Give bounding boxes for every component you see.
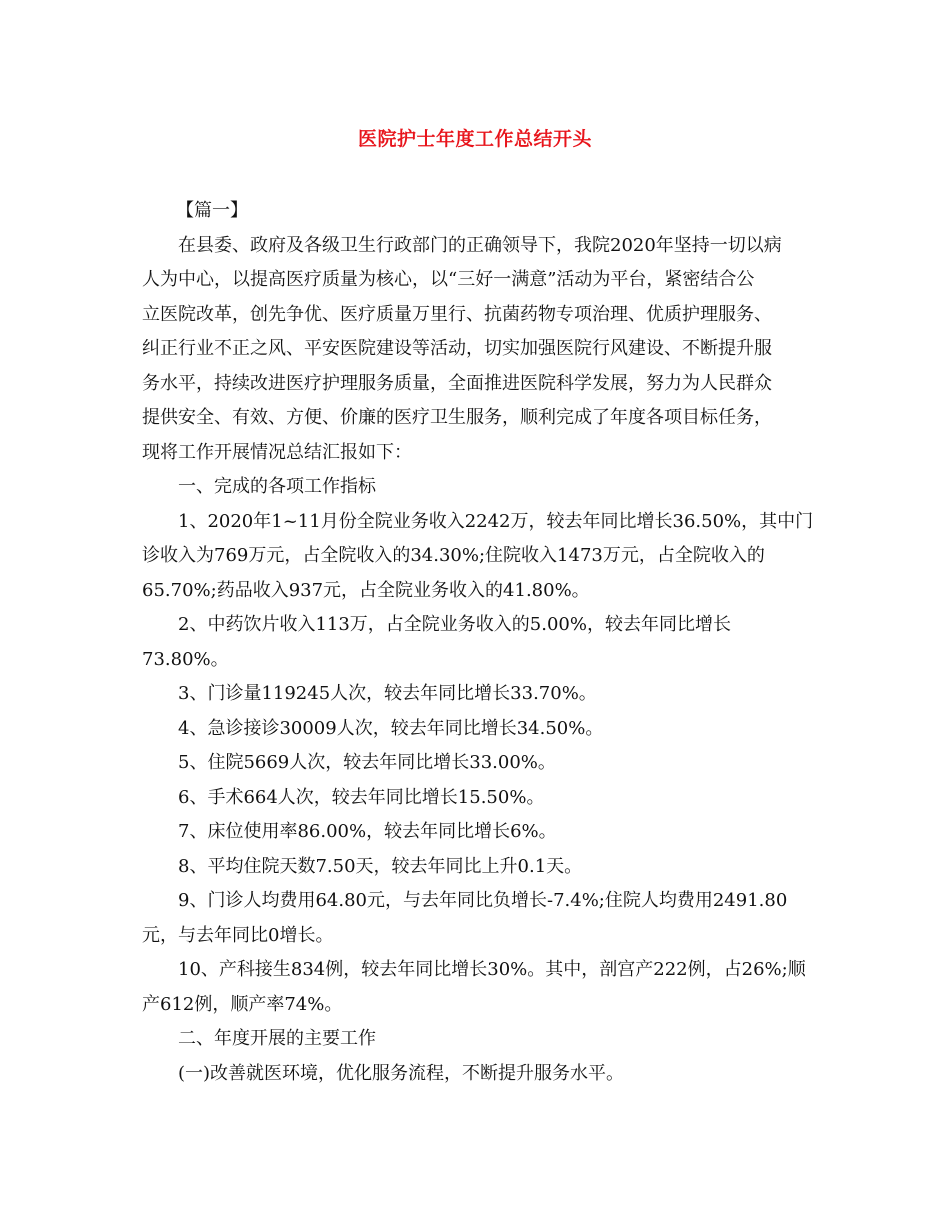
text-line: 提供安全、有效、方便、价廉的医疗卫生服务，顺利完成了年度各项目标任务， [142, 407, 772, 428]
text-line: 65.70%;药品收入937元，占全院业务收入的41.80%。 [142, 579, 590, 601]
list-item [142, 884, 810, 953]
list-item: 6、手术664人次，较去年同比增长15.50%。 [178, 786, 545, 808]
text-line: 产612例，顺产率74%。 [142, 993, 343, 1015]
list-item: 7、床位使用率86.00%，较去年同比增长6%。 [178, 821, 557, 842]
text-line: 立医院改革，创先争优、医疗质量万里行、抗菌药物专项治理、优质护理服务、 [142, 303, 772, 325]
text-line: 纠正行业不正之风、平安医院建设等活动，切实加强医院行风建设、不断提升服 [142, 338, 772, 359]
document-body [142, 194, 814, 1091]
heading-main-work: 二、年度开展的主要工作 [178, 1028, 376, 1049]
list-item: 4、急诊接诊30009人次，较去年同比增长34.50%。 [178, 717, 604, 739]
list-item: 3、门诊量119245人次，较去年同比增长33.70%。 [178, 683, 597, 704]
text-line: 元，与去年同比0增长。 [142, 924, 334, 946]
text-line: 1、2020年1~11月份全院业务收入2242万，较去年同比增长36.50%，其中门 [178, 510, 814, 532]
list-item [142, 608, 810, 677]
document-title: 医院护士年度工作总结开头 [357, 128, 592, 150]
text-line: 人为中心，以提高医疗质量为核心，以“三好一满意”活动为平台，紧密结合公 [142, 269, 755, 290]
heading-completed-indicators: 一、完成的各项工作指标 [178, 476, 376, 497]
text-line: 9、门诊人均费用64.80元，与去年同比负增长-7.4%;住院人均费用2491.80 [178, 890, 788, 911]
list-item [142, 505, 814, 609]
text-line: 2、中药饮片收入113万，占全院业务收入的5.00%，较去年同比增长 [178, 614, 731, 635]
section-label: 【篇一】 [176, 200, 248, 221]
text-line: 务水平，持续改进医疗护理服务质量，全面推进医院科学发展，努力为人民群众 [142, 372, 772, 394]
list-item: 5、住院5669人次，较去年同比增长33.00%。 [178, 752, 556, 773]
text-line: 在县委、政府及各级卫生行政部门的正确领导下，我院2020年坚持一切以病 [178, 234, 782, 256]
text-line: 现将工作开展情况总结汇报如下： [142, 441, 412, 463]
subheading: (一)改善就医环境，优化服务流程，不断提升服务水平。 [178, 1062, 625, 1084]
list-item [142, 953, 810, 1022]
list-item: 8、平均住院天数7.50天，较去年同比上升0.1天。 [178, 855, 583, 877]
text-line: 诊收入为769万元，占全院收入的34.30%;住院收入1473万元，占全院收入的 [142, 545, 765, 566]
text-line: 73.80%。 [142, 648, 229, 670]
intro-paragraph [142, 229, 810, 471]
text-line: 10、产科接生834例，较去年同比增长30%。其中，剖宫产222例，占26%;顺 [178, 959, 806, 980]
